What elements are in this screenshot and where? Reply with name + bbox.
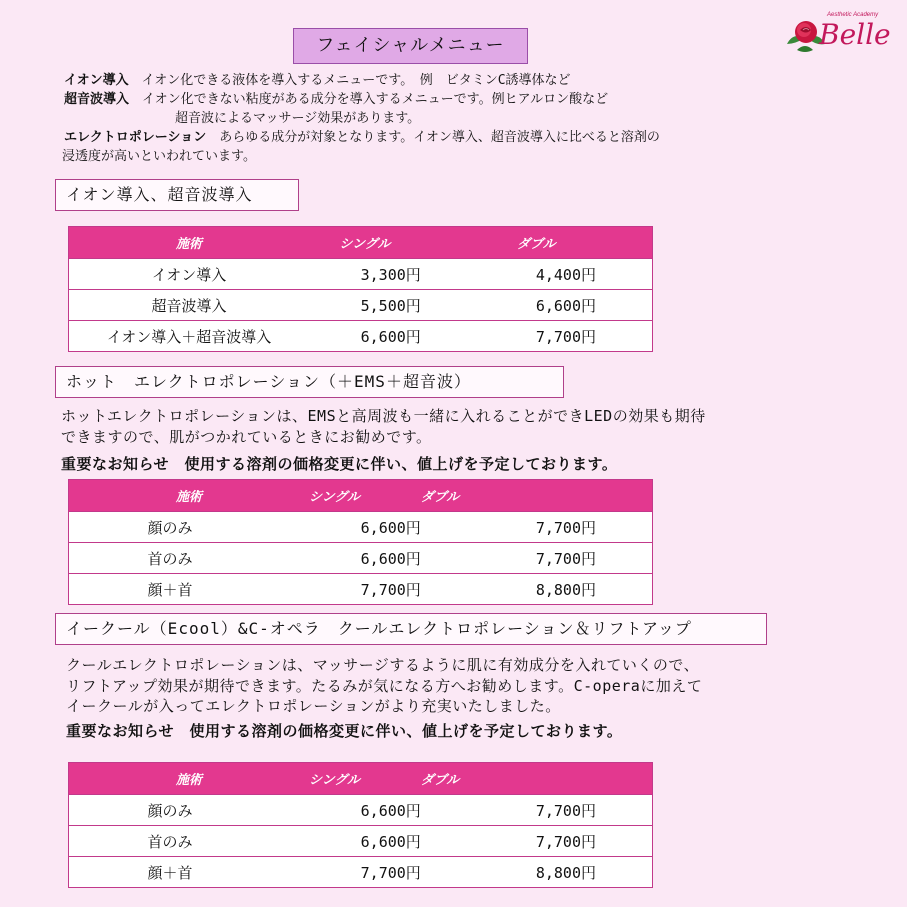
logo-tagline: Aesthetic Academy [827,12,879,18]
table-row [69,259,653,290]
treatment-cell: 超音波導入 [69,290,309,321]
section-heading-ecool-c-opera: イークール（Ecool）&C-オペラ クールエレクトロポレーション＆リフトアップ [55,613,767,645]
single-price-cell: 3,300円 [309,259,421,290]
double-price-cell: 7,700円 [421,795,653,826]
table-row [69,857,653,888]
single-price-cell: 6,600円 [309,543,421,574]
section-description [61,406,706,447]
price-table-ion-ultrasonic [68,226,653,352]
single-price-cell: 6,600円 [309,826,421,857]
treatment-cell: 首のみ [69,543,310,574]
single-price-cell: 5,500円 [309,290,421,321]
double-price-cell: 7,700円 [421,543,653,574]
intro-definitions [64,71,660,166]
description-line: できますので、肌がつかれているときにお勧めです。 [61,427,432,446]
double-price-cell: 7,700円 [421,512,653,543]
definition-term: エレクトロポレーション [64,130,207,145]
table-row [69,574,653,605]
table-row [69,543,653,574]
description-line: ホットエレクトロポレーションは、EMSと高周波も一緒に入れることができLEDの効果も期待 [61,407,706,425]
single-price-cell: 6,600円 [309,321,421,352]
column-header: 施術 [69,480,310,512]
definition-term: イオン導入 [64,73,129,88]
table-row [69,321,653,352]
single-price-cell: 6,600円 [309,512,421,543]
single-price-cell: 6,600円 [309,795,421,826]
definition-term: 超音波導入 [64,92,130,107]
column-header: 施術 [69,227,309,259]
table-header-row [69,480,653,512]
table-row [69,826,653,857]
description-line: クールエレクトロポレーションは、マッサージするように肌に有効成分を入れていくので、 [66,656,700,674]
price-table-ecool-c-opera [68,762,653,888]
table-row [69,512,653,543]
price-change-notice: 重要なお知らせ 使用する溶剤の価格変更に伴い、値上げを予定しております。 [61,455,618,473]
column-header: シングル [309,227,421,259]
double-price-cell: 7,700円 [421,826,653,857]
column-header: 施術 [69,763,310,795]
page-title: フェイシャルメニュー [293,28,528,64]
logo-wordmark: Belle [819,18,891,51]
definition-text: あらゆる成分が対象となります。イオン導入、超音波導入に比べると溶剤の [219,130,660,145]
treatment-cell: 首のみ [69,826,310,857]
definition-continuation: 超音波によるマッサージ効果があります。 [175,111,421,126]
treatment-cell: 顔＋首 [69,574,310,605]
table-header-row [69,763,653,795]
definition-electroporation [64,128,660,147]
definition-ultrasonic [64,90,660,109]
belle-logo [783,10,893,60]
double-price-cell: 7,700円 [421,321,653,352]
column-header: ダブル [421,763,653,795]
double-price-cell: 8,800円 [421,857,653,888]
description-line: リフトアップ効果が期待できます。たるみが気になる方へお勧めします。C-operaに加えて [66,676,703,695]
double-price-cell: 4,400円 [421,259,653,290]
column-header: シングル [309,480,421,512]
treatment-cell: 顔＋首 [69,857,310,888]
price-change-notice: 重要なお知らせ 使用する溶剤の価格変更に伴い、値上げを予定しております。 [66,722,623,740]
single-price-cell: 7,700円 [309,857,421,888]
column-header: シングル [309,763,421,795]
double-price-cell: 6,600円 [421,290,653,321]
treatment-cell: イオン導入＋超音波導入 [69,321,309,352]
treatment-cell: イオン導入 [69,259,309,290]
definition-text: イオン化できない粘度がある成分を導入するメニューです。例ヒアルロン酸など [142,92,609,107]
treatment-cell: 顔のみ [69,512,310,543]
definition-ion [64,71,660,90]
description-line: イークールが入ってエレクトロポレーションがより充実いたしました。 [66,697,561,715]
section-description [66,655,702,717]
table-row [69,795,653,826]
section-heading-hot-electroporation: ホット エレクトロポレーション（＋EMS＋超音波） [55,366,564,398]
section-heading-ion-ultrasonic: イオン導入、超音波導入 [55,179,299,211]
definition-text: イオン化できる液体を導入するメニューです。 例 ビタミンC誘導体など [141,73,571,88]
column-header: ダブル [421,480,653,512]
table-row [69,290,653,321]
definition-continuation: 浸透度が高いといわれています。 [62,149,256,164]
price-table-hot-electroporation [68,479,653,605]
treatment-cell: 顔のみ [69,795,310,826]
column-header: ダブル [421,227,653,259]
single-price-cell: 7,700円 [309,574,421,605]
double-price-cell: 8,800円 [421,574,653,605]
table-header-row [69,227,653,259]
